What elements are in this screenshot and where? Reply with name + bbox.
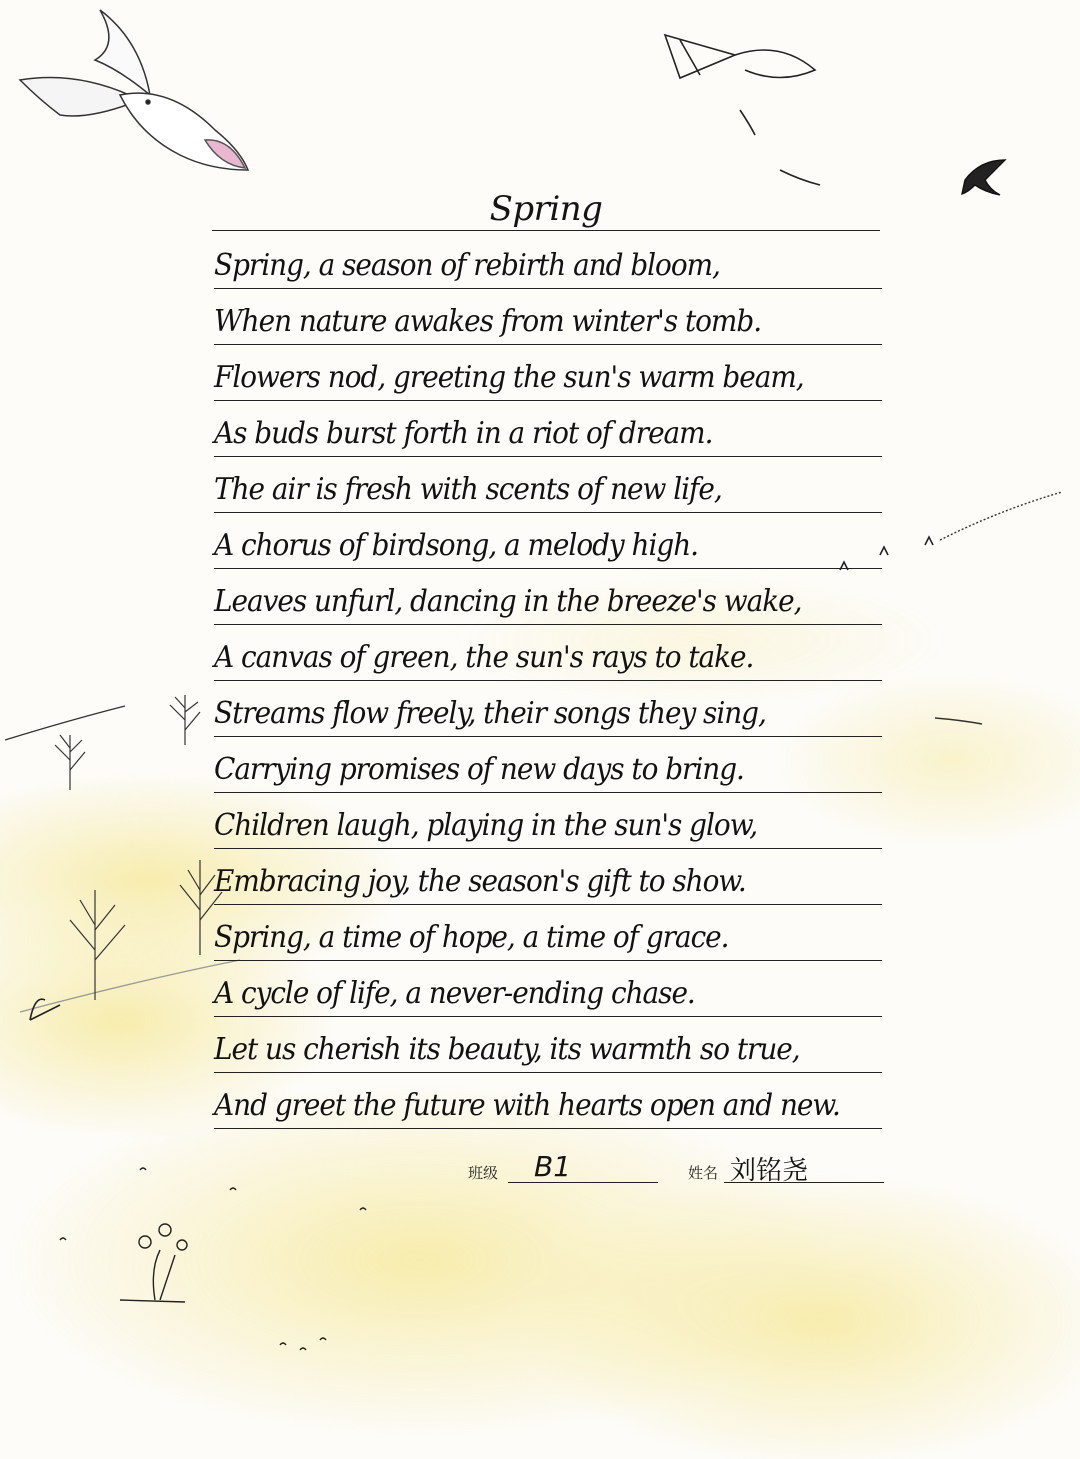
poem-line [214,462,882,513]
poem-line [214,350,882,401]
poem-title-row [212,188,880,231]
name-label: 姓名 [688,1164,719,1182]
poem-line [214,630,882,681]
poem-line [214,294,882,345]
class-underline [508,1182,658,1183]
poem-line-text: Let us cherish its beauty, its warmth so true, [214,1032,800,1067]
poem-line-text: And greet the future with hearts open and new. [214,1088,840,1123]
name-underline [724,1182,884,1183]
poem-line [214,742,882,793]
poem-line [214,574,882,625]
student-info-footer [468,1148,888,1188]
poem-line-text: Streams flow freely, their songs they sing, [214,696,766,731]
poem-line-text: The air is fresh with scents of new life, [214,472,722,507]
poem-line-text: A cycle of life, a never-ending chase. [214,976,695,1011]
swallow-bird-icon [20,10,248,170]
poem-line-text: Children laugh, playing in the sun's glow, [214,808,758,843]
poem-line-text: Embracing joy, the season's gift to show. [214,864,746,899]
poem-line [214,686,882,737]
poem-line [214,1022,882,1073]
poem-line [214,518,882,569]
poem-line [214,910,882,961]
poem-line-text: Spring, a time of hope, a time of grace. [214,920,729,955]
class-value: B1 [534,1150,572,1183]
poem-line-text: Flowers nod, greeting the sun's warm beam, [214,360,804,395]
poem-line [214,798,882,849]
poem-title: Spring [489,189,603,229]
kite-icon [665,35,820,185]
poem-line-text: As buds burst forth in a riot of dream. [214,416,713,451]
poem-line-text: Carrying promises of new days to bring. [214,752,744,787]
poem-line-text: A chorus of birdsong, a melody high. [214,528,699,563]
poem-line [214,406,882,457]
poem-line [214,966,882,1017]
class-label: 班级 [468,1164,499,1182]
poem-line-text: Leaves unfurl, dancing in the breeze's wake, [214,584,802,619]
poem-line [214,854,882,905]
poem-line-text: A canvas of green, the sun's rays to take. [214,640,754,675]
poem-line-text: When nature awakes from winter's tomb. [214,304,762,339]
small-bird-icon [962,160,1005,195]
poem-line-text: Spring, a season of rebirth and bloom, [214,248,720,283]
poem-line [214,1078,882,1129]
poem-line [214,238,882,289]
name-signature: 刘铭尧 [730,1156,809,1186]
